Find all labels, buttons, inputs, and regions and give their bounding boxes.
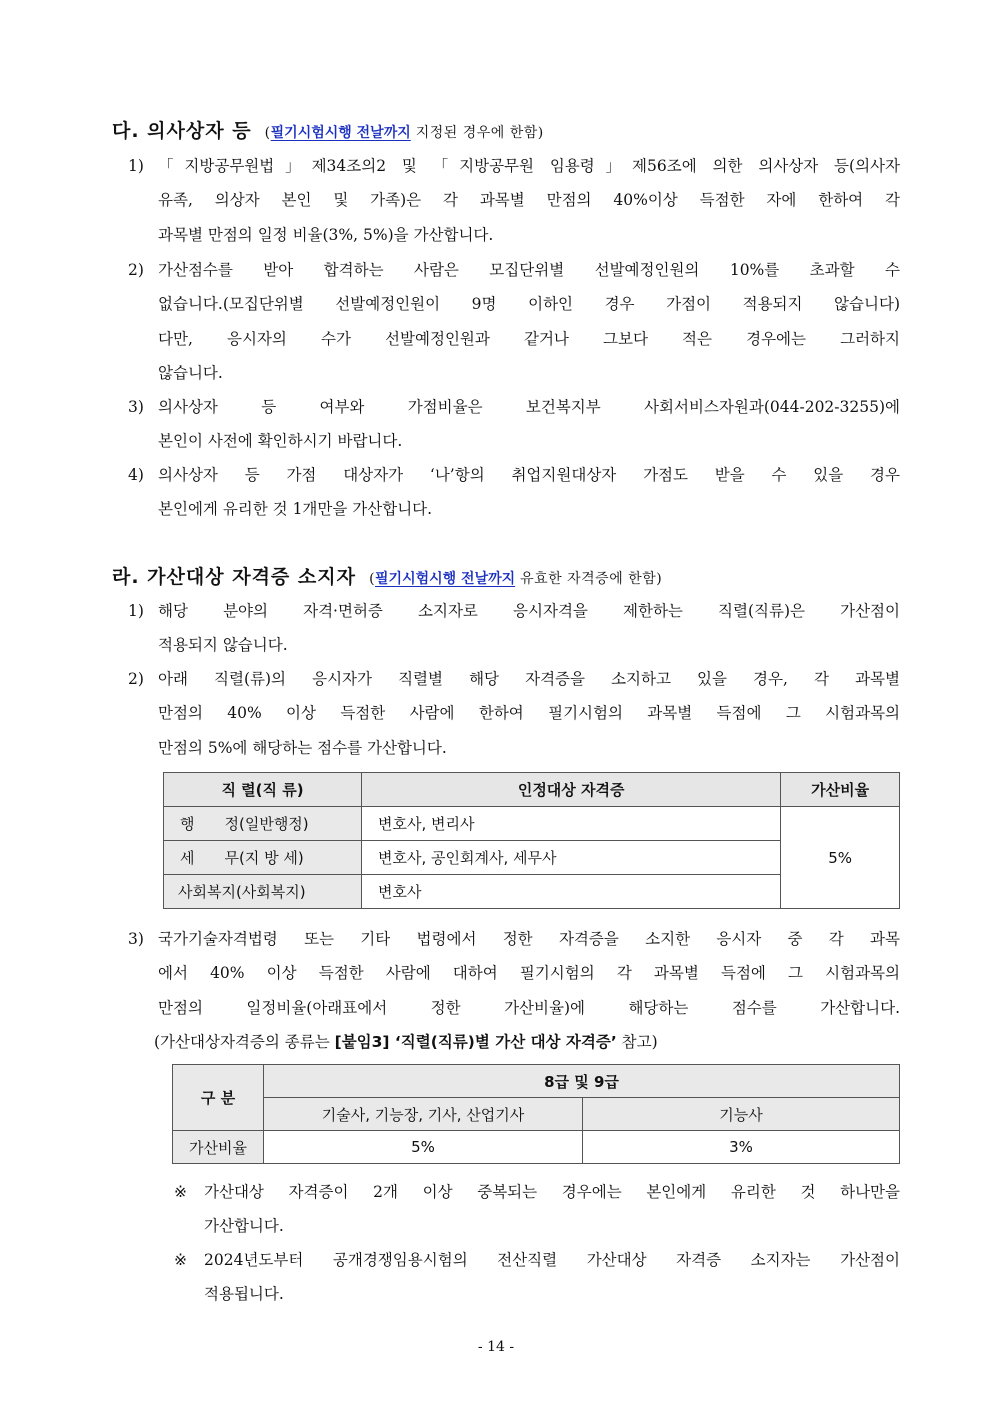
section-ra-item-1 [128, 594, 900, 663]
reference-pre: (가산대상자격증의 종류는 [154, 1032, 335, 1051]
page-number: - 14 - [477, 1339, 515, 1355]
note-line: 2024년도부터 공개경쟁임용시험의 전산직렬 가산대상 자격증 소지자는 가산점이 [204, 1251, 900, 1269]
section-da-item-4 [128, 458, 900, 527]
item-number: 1) [128, 157, 144, 175]
job-cell-b: 정(일반행정) [224, 815, 309, 833]
section-ra-highlight: 필기시험시행 전날까지 [375, 571, 516, 587]
job-cell-b: 무(지 방 세) [224, 849, 304, 867]
job-cell: 사회복지(사회복지) [164, 875, 362, 909]
table-row [173, 1098, 900, 1131]
item-number: 2) [128, 670, 144, 688]
item-line: 해당 분야의 자격·면허증 소지자로 응시자격을 제한하는 직렬(직류)은 가산점이 [158, 602, 900, 620]
item-line: 국가기술자격법령 또는 기타 법령에서 정한 자격증을 소지한 응시자 중 각 과목 [158, 930, 900, 948]
item-number: 3) [128, 398, 144, 416]
table-header-row [164, 773, 900, 807]
item-line: 가산점수를 받아 합격하는 사람은 모집단위별 선발예정인원의 10%를 초과할 수 [158, 261, 900, 279]
item-line: 아래 직렬(류)의 응시자가 직렬별 해당 자격증을 소지하고 있을 경우, 각 과목별 [158, 670, 900, 688]
section-da-title: 다. 의사상자 등 [112, 120, 252, 142]
section-da-item-3 [128, 390, 900, 459]
item-line: 않습니다. [158, 363, 223, 382]
section-ra-title: 라. 가산대상 자격증 소지자 [112, 566, 356, 588]
item-line: 의사상자 등 여부와 가점비율은 보건복지부 사회서비스자원과(044-202-3255)에 [158, 398, 900, 416]
table-row [173, 1131, 900, 1164]
note-mark: ※ [174, 1183, 187, 1201]
section-ra-item-3 [128, 922, 900, 1059]
job-cell [164, 841, 362, 875]
col-b-header: 기능사 [583, 1098, 900, 1131]
row-label: 가산비율 [173, 1131, 264, 1164]
item-line: 만점의 40% 이상 득점한 사람에 한하여 필기시험의 과목별 득점에 그 시험과목의 [158, 704, 900, 723]
header-rate: 가산비율 [781, 773, 900, 807]
rate-cell: 5% [781, 807, 900, 909]
item-line: 과목별 만점의 일정 비율(3%, 5%)을 가산합니다. [158, 225, 494, 244]
item-line: 본인이 사전에 확인하시기 바랍니다. [158, 432, 403, 451]
item-number: 4) [128, 466, 144, 484]
cert-cell: 변호사, 공인회계사, 세무사 [362, 841, 781, 875]
job-cell-a: 세 [180, 849, 195, 867]
section-ra-paren-rest: 유효한 자격증에 한함) [515, 571, 663, 587]
table-row [173, 1065, 900, 1098]
reference-bold: [붙임3] ‘직렬(직류)별 가산 대상 자격증’ [334, 1032, 617, 1051]
item-line: 다만, 응시자의 수가 선발예정인원과 같거나 그보다 적은 경우에는 그러하지 [158, 329, 900, 348]
certificate-table [163, 772, 900, 909]
cert-cell: 변호사 [362, 875, 781, 909]
group-header: 8급 및 9급 [264, 1065, 900, 1098]
section-ra-paren-open: ( [369, 571, 376, 587]
item-line: 적용되지 않습니다. [158, 636, 288, 655]
item-line: 에서 40% 이상 득점한 사람에 대하여 필기시험의 각 과목별 득점에 그 시험과목의 [158, 964, 900, 983]
reference-post: 참고) [616, 1032, 658, 1051]
item-line: 본인에게 유리한 것 1개만을 가산합니다. [158, 500, 433, 519]
job-cell-a: 행 [180, 815, 195, 833]
col-a-header: 기술사, 기능장, 기사, 산업기사 [264, 1098, 583, 1131]
note-line: 적용됩니다. [204, 1285, 284, 1304]
section-da-highlight: 필기시험시행 전날까지 [270, 125, 411, 141]
note-2 [174, 1243, 900, 1312]
note-mark: ※ [174, 1251, 187, 1269]
reference-note [154, 1025, 900, 1059]
corner-cell: 구 분 [173, 1065, 264, 1131]
section-da-paren-rest: 지정된 경우에 한함) [410, 125, 544, 141]
item-line: 유족, 의상자 본인 및 가족)은 각 과목별 만점의 40%이상 득점한 자에 한하여 각 [158, 191, 900, 210]
note-1 [174, 1175, 900, 1244]
header-cert: 인정대상 자격증 [362, 773, 781, 807]
header-job: 직 렬(직 류) [164, 773, 362, 807]
item-number: 1) [128, 602, 144, 620]
table-row [164, 807, 900, 841]
item-line: 만점의 일정비율(아래표에서 정한 가산비율)에 해당하는 점수를 가산합니다. [158, 998, 900, 1017]
cert-cell: 변호사, 변리사 [362, 807, 781, 841]
val-a-cell: 5% [264, 1131, 583, 1164]
item-line: 의사상자 등 가점 대상자가 ‘나’항의 취업지원대상자 가점도 받을 수 있을 경우 [158, 466, 900, 484]
section-ra-item-2 [128, 662, 900, 765]
section-da-paren-open: ( [264, 125, 271, 141]
section-da-item-1 [128, 149, 900, 252]
item-line: 없습니다.(모집단위별 선발예정인원이 9명 이하인 경우 가점이 적용되지 않습니다) [158, 295, 900, 314]
note-line: 가산대상 자격증이 2개 이상 중복되는 경우에는 본인에게 유리한 것 하나만을 [204, 1183, 900, 1201]
item-line: 만점의 5%에 해당하는 점수를 가산합니다. [158, 738, 447, 757]
item-line: 「지방공무원법」제34조의2 및 「지방공무원 임용령」제56조에 의한 의사상자 등(의사자 [158, 157, 900, 175]
item-number: 3) [128, 930, 144, 948]
section-da-item-2 [128, 253, 900, 390]
section-da-heading [112, 116, 544, 143]
rate-table [172, 1064, 900, 1164]
val-b-cell: 3% [583, 1131, 900, 1164]
section-ra-heading [112, 562, 662, 589]
job-cell [164, 807, 362, 841]
note-line: 가산합니다. [204, 1217, 284, 1236]
item-number: 2) [128, 261, 144, 279]
